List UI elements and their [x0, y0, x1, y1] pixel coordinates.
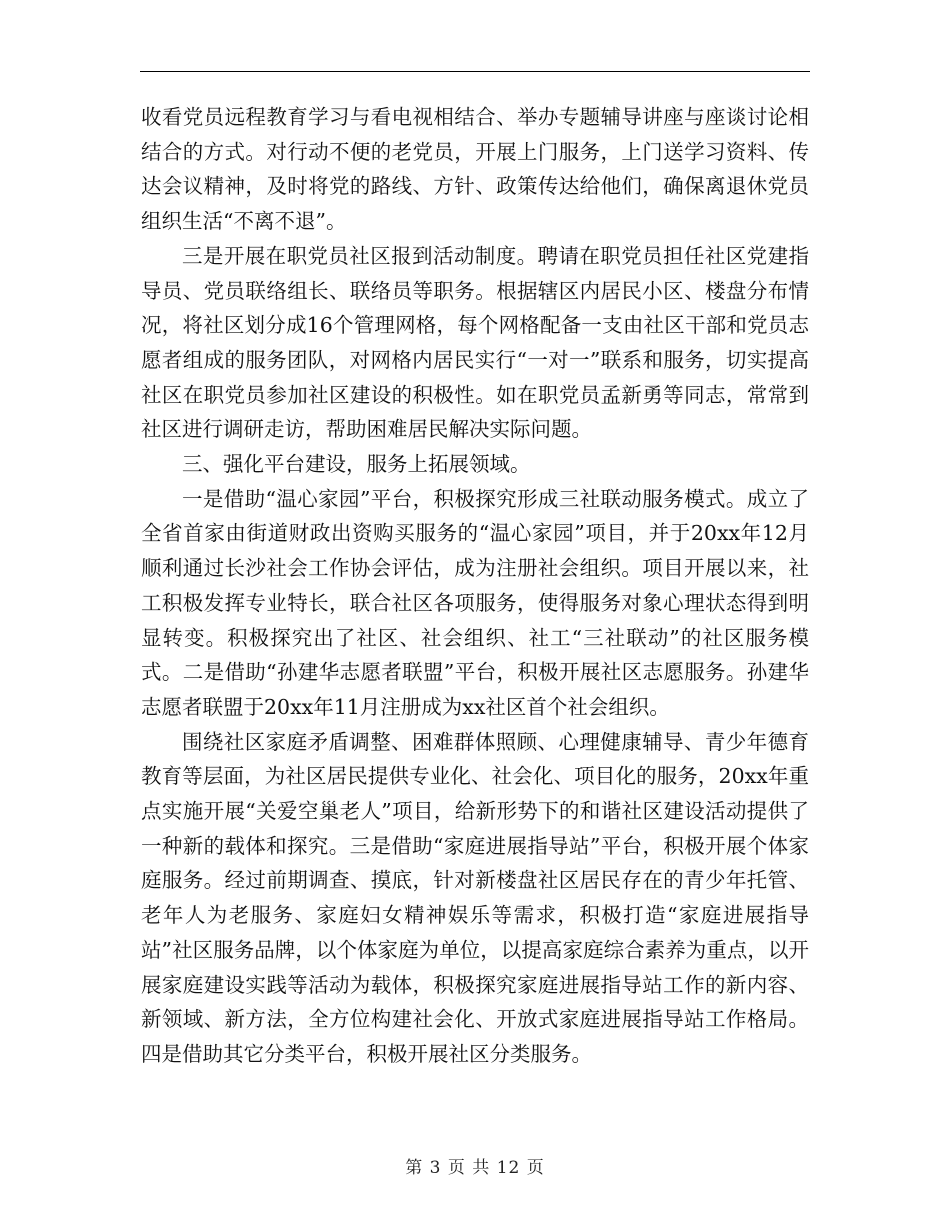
document-body	[141, 100, 809, 1072]
header-rule	[140, 71, 810, 72]
paragraph-3: 一是借助“温心家园”平台，积极探究形成三社联动服务模式。成立了全省首家由街道财政出资购买服务的“温心家园”项目，并于20xx年12月顺利通过长沙社会工作协会评估，成为注册社会组织。项目开展以来，社工积极发挥专业特长，联合社区各项服务，使得服务对象心理状态得到明显转变。积极探究出了社区、社会组织、社工“三社联动”的社区服务模式。二是借助“孙建华志愿者联盟”平台，积极开展社区志愿服务。孙建华志愿者联盟于20xx年11月注册成为xx社区首个社会组织。	[141, 486, 809, 719]
section-heading: 三、强化平台建设，服务上拓展领域。	[182, 452, 531, 477]
page-number-footer: 第 3 页 共 12 页	[405, 1158, 545, 1178]
paragraph-2: 三是开展在职党员社区报到活动制度。聘请在职党员担任社区党建指导员、党员联络组长、联络员等职务。根据辖区内居民小区、楼盘分布情况，将社区划分成16个管理网格，每个网格配备一支由社区干部和党员志愿者组成的服务团队，对网格内居民实行“一对一”联系和服务，切实提高社区在职党员参加社区建设的积极性。如在职党员孟新勇等同志，常常到社区进行调研走访，帮助困难居民解决实际问题。	[141, 243, 809, 442]
paragraph-4: 围绕社区家庭矛盾调整、困难群体照顾、心理健康辅导、青少年德育教育等层面，为社区居民提供专业化、社会化、项目化的服务，20xx年重点实施开展“关爱空巢老人”项目，给新形势下的和谐社区建设活动提供了一种新的载体和探究。三是借助“家庭进展指导站”平台，积极开展个体家庭服务。经过前期调查、摸底，针对新楼盘社区居民存在的青少年托管、老年人为老服务、家庭妇女精神娱乐等需求，积极打造“家庭进展指导站”社区服务品牌，以个体家庭为单位，以提高家庭综合素养为重点，以开展家庭建设实践等活动为载体，积极探究家庭进展指导站工作的新内容、新领域、新方法，全方位构建社会化、开放式家庭进展指导站工作格局。四是借助其它分类平台，积极开展社区分类服务。	[141, 729, 809, 1066]
paragraph-1: 收看党员远程教育学习与看电视相结合、举办专题辅导讲座与座谈讨论相结合的方式。对行动不便的老党员，开展上门服务，上门送学习资料、传达会议精神，及时将党的路线、方针、政策传达给他们，确保离退休党员组织生活“不离不退”。	[141, 105, 809, 234]
